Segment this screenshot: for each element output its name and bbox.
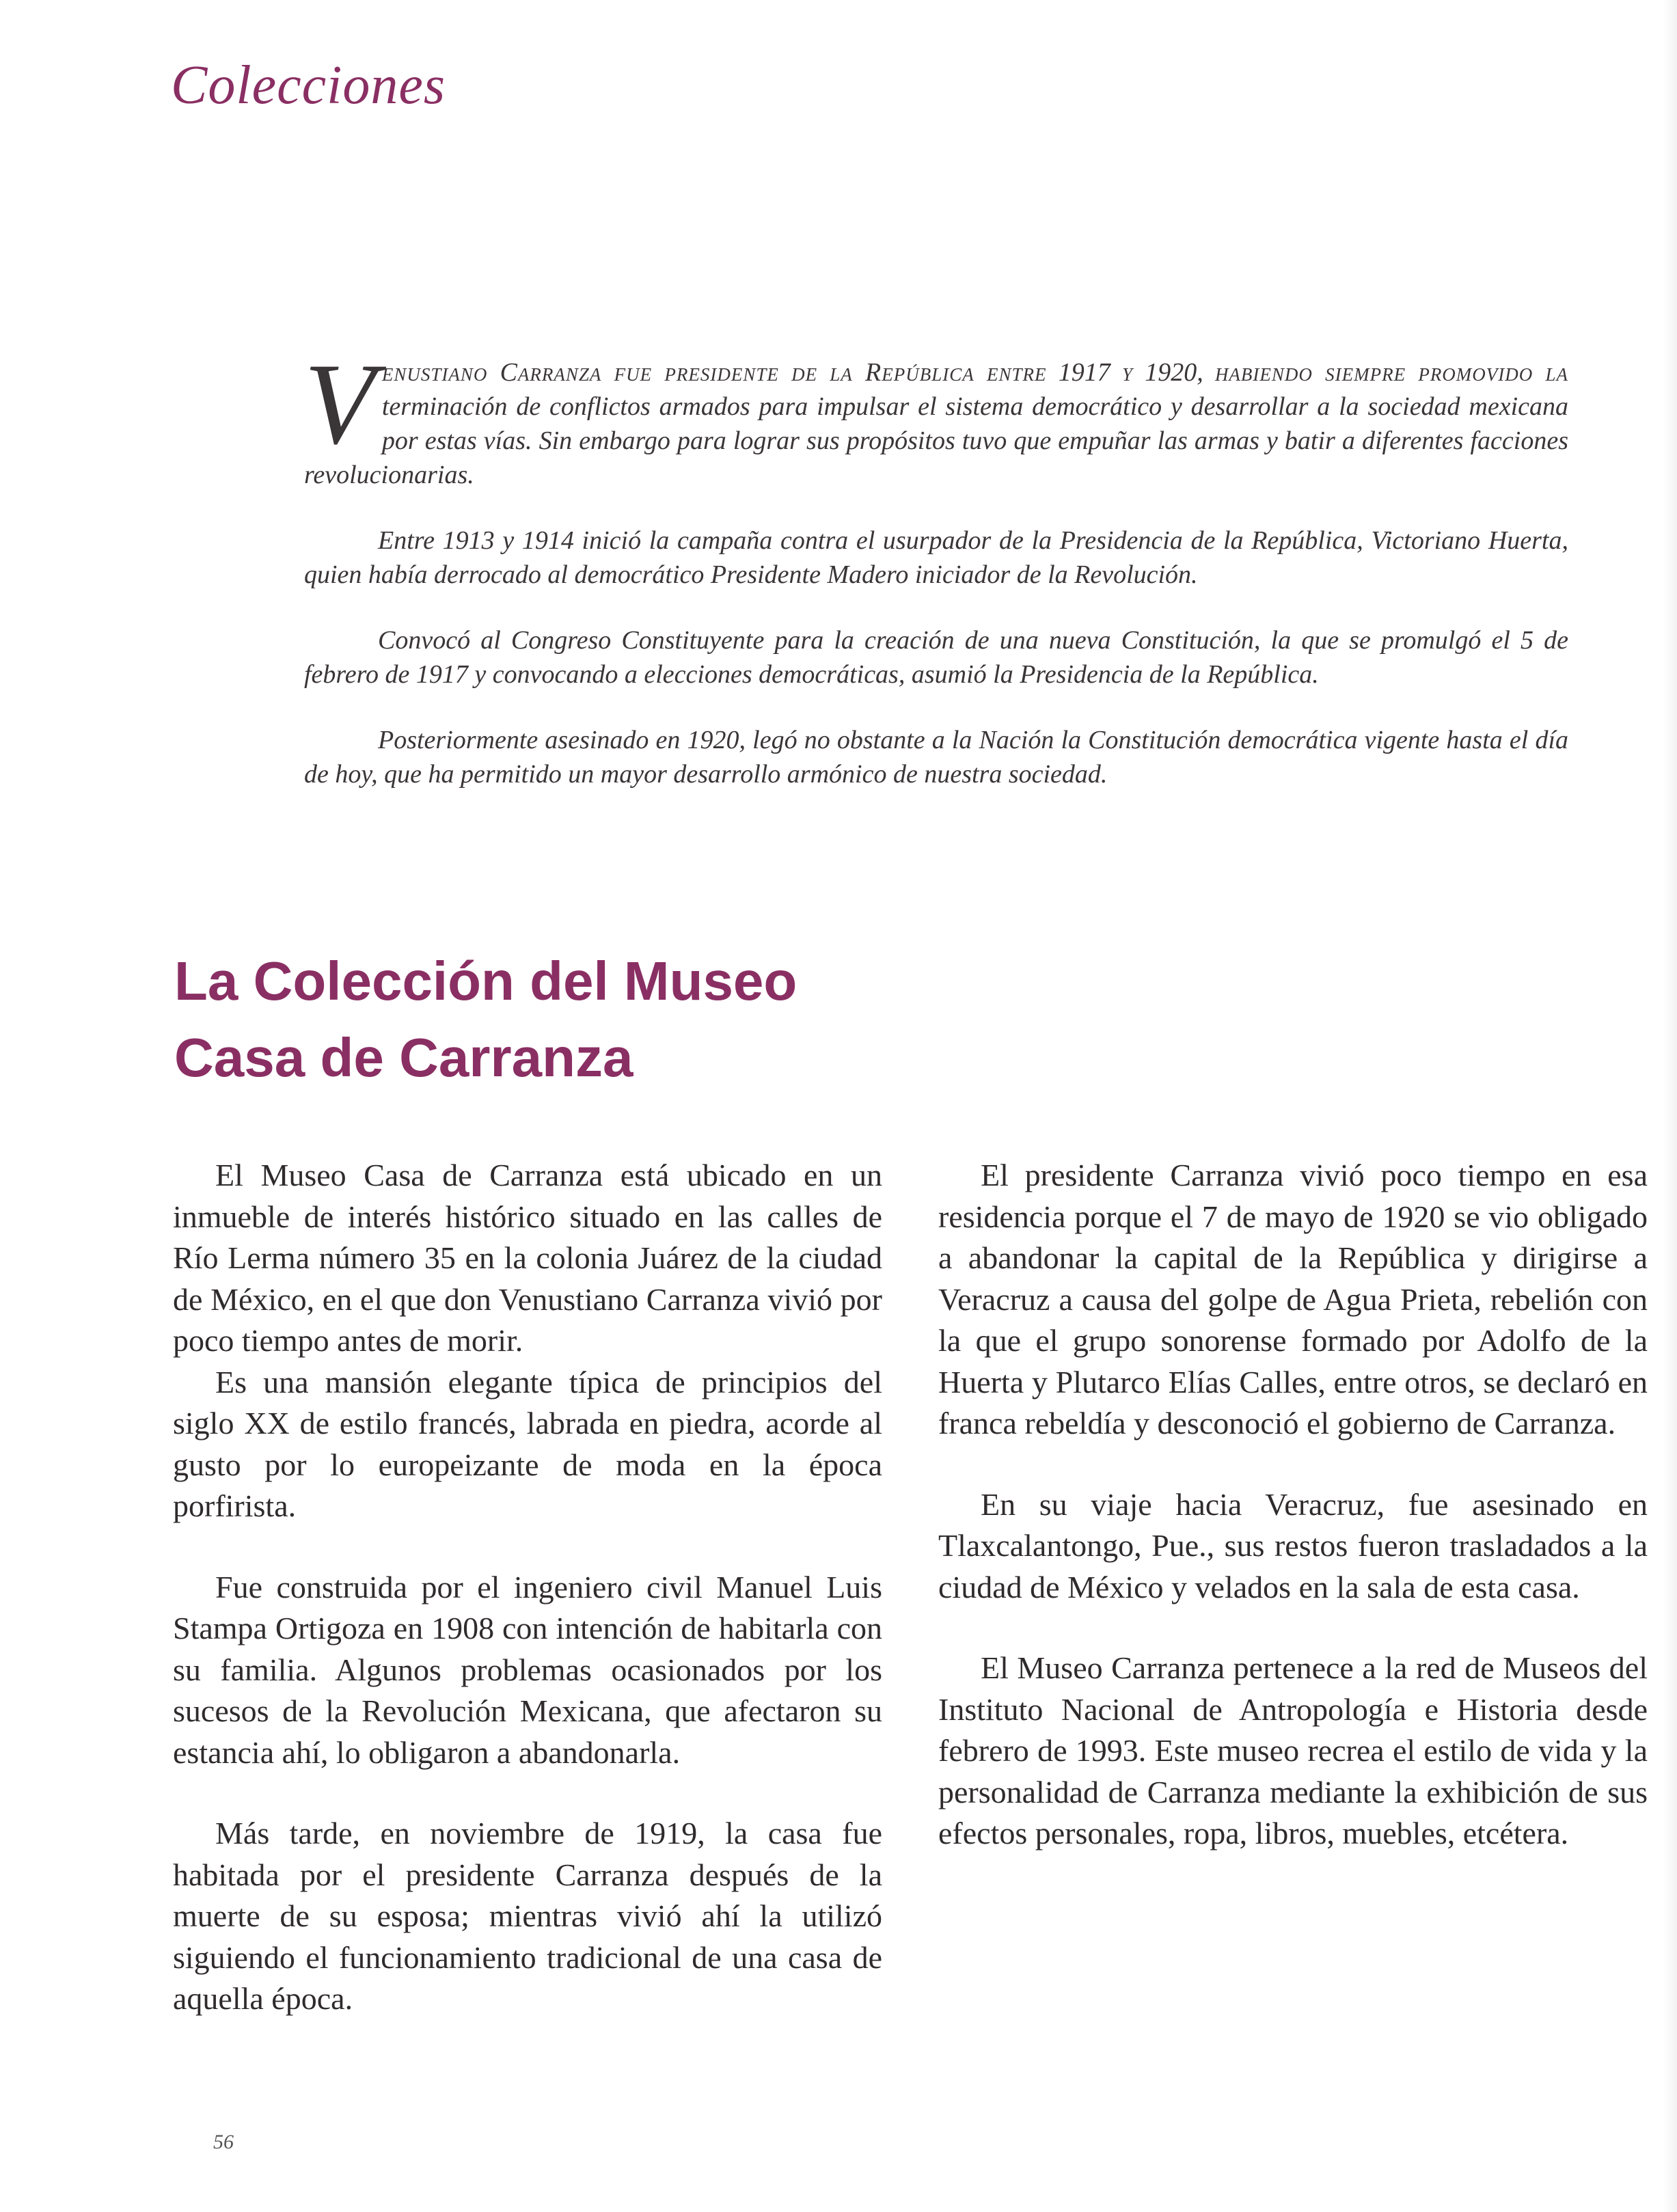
intro-paragraph-1-rest: terminación de conflictos armados para impulsar el sistema democrático y desarrollar a la sociedad mexicana por estas vías. Sin embargo para lograr sus propósitos tuvo que empuñar las armas y batir a diferentes facciones revolucionarias. xyxy=(304,392,1568,489)
intro-paragraph-3: Convocó al Congreso Constituyente para la creación de una nueva Constitución, la que se promulgó el 5 de febrero de 1917 y convocando a elecciones democráticas, asumió la Presidencia de la República. xyxy=(304,626,1568,689)
section-label: Colecciones xyxy=(171,55,446,115)
left-paragraph-4: Más tarde, en noviembre de 1919, la casa fue habitada por el presidente Carranza después de la muerte de su esposa; mientras vivió ahí la utilizó siguiendo el funcionamiento tradicional de una casa de aquella época. xyxy=(173,1816,882,2016)
left-paragraph-2: Es una mansión elegante típica de principios del siglo XX de estilo francés, labrada en piedra, acorde al gusto por lo europeizante de moda en la época porfirista. xyxy=(173,1364,882,1523)
intro-and: y xyxy=(1121,358,1133,387)
intro-paragraph-1 xyxy=(304,340,1569,492)
right-column xyxy=(938,1155,1648,1855)
heading-line-2: Casa de Carranza xyxy=(174,1027,633,1088)
right-paragraph-2: En su viaje hacia Veracruz, fue asesinado en Tlaxcalantongo, Pue., sus restos fueron trasladados a la ciudad de México y velados en la sala de esta casa. xyxy=(938,1486,1648,1605)
heading-line-1: La Colección del Museo xyxy=(174,951,797,1011)
intro-year-2: 1920, xyxy=(1145,358,1203,387)
intro-paragraph-2: Entre 1913 y 1914 inició la campaña contra el usurpador de la Presidencia de la República, Victoriano Huerta, quien había derrocado al democrático Presidente Madero iniciador de la Revolución. xyxy=(304,526,1568,589)
left-column xyxy=(173,1155,882,2020)
drop-cap: V xyxy=(304,340,375,468)
intro-smallcaps-2: habiendo siempre promovido la xyxy=(1214,358,1569,387)
left-paragraph-3: Fue construida por el ingeniero civil Manuel Luis Stampa Ortigoza en 1908 con intención de habitarla con su familia. Algunos problemas ocasionados por los sucesos de la Revolución Mexicana, que afectaron su estancia ahí, lo obligaron a abandonarla. xyxy=(173,1569,882,1770)
page-edge-shadow xyxy=(1663,0,1677,2212)
intro-year-1: 1917 xyxy=(1058,358,1110,387)
intro-paragraph-4: Posteriormente asesinado en 1920, legó no obstante a la Nación la Constitución democrática vigente hasta el día de hoy, que ha permitido un mayor desarrollo armónico de nuestra sociedad. xyxy=(304,726,1568,789)
intro-smallcaps-1: enustiano Carranza fue presidente de la República entre xyxy=(381,358,1047,387)
right-paragraph-1: El presidente Carranza vivió poco tiempo en esa residencia porque el 7 de mayo de 1920 se vio obligado a abandonar la capital de la República y dirigirse a Veracruz a causa del golpe de Agua Prieta, rebelión con la que el grupo sonorense formado por Adolfo de la Huerta y Plutarco Elías Calles, entre otros, se declaró en franca rebeldía y desconoció el gobierno de Carranza. xyxy=(938,1158,1648,1440)
intro-block xyxy=(304,340,1569,823)
section-heading xyxy=(174,943,797,1096)
right-paragraph-3: El Museo Carranza pertenece a la red de Museos del Instituto Nacional de Antropología e Historia desde febrero de 1993. Este museo recrea el estilo de vida y la personalidad de Carranza mediante la exhibición de sus efectos personales, ropa, libros, muebles, etcétera. xyxy=(938,1650,1648,1851)
left-paragraph-1: El Museo Casa de Carranza está ubicado en un inmueble de interés histórico situado en las calles de Río Lerma número 35 en la colonia Juárez de la ciudad de México, en el que don Venustiano Carranza vivió por poco tiempo antes de morir. xyxy=(173,1158,882,1358)
page-number: 56 xyxy=(213,2131,234,2153)
